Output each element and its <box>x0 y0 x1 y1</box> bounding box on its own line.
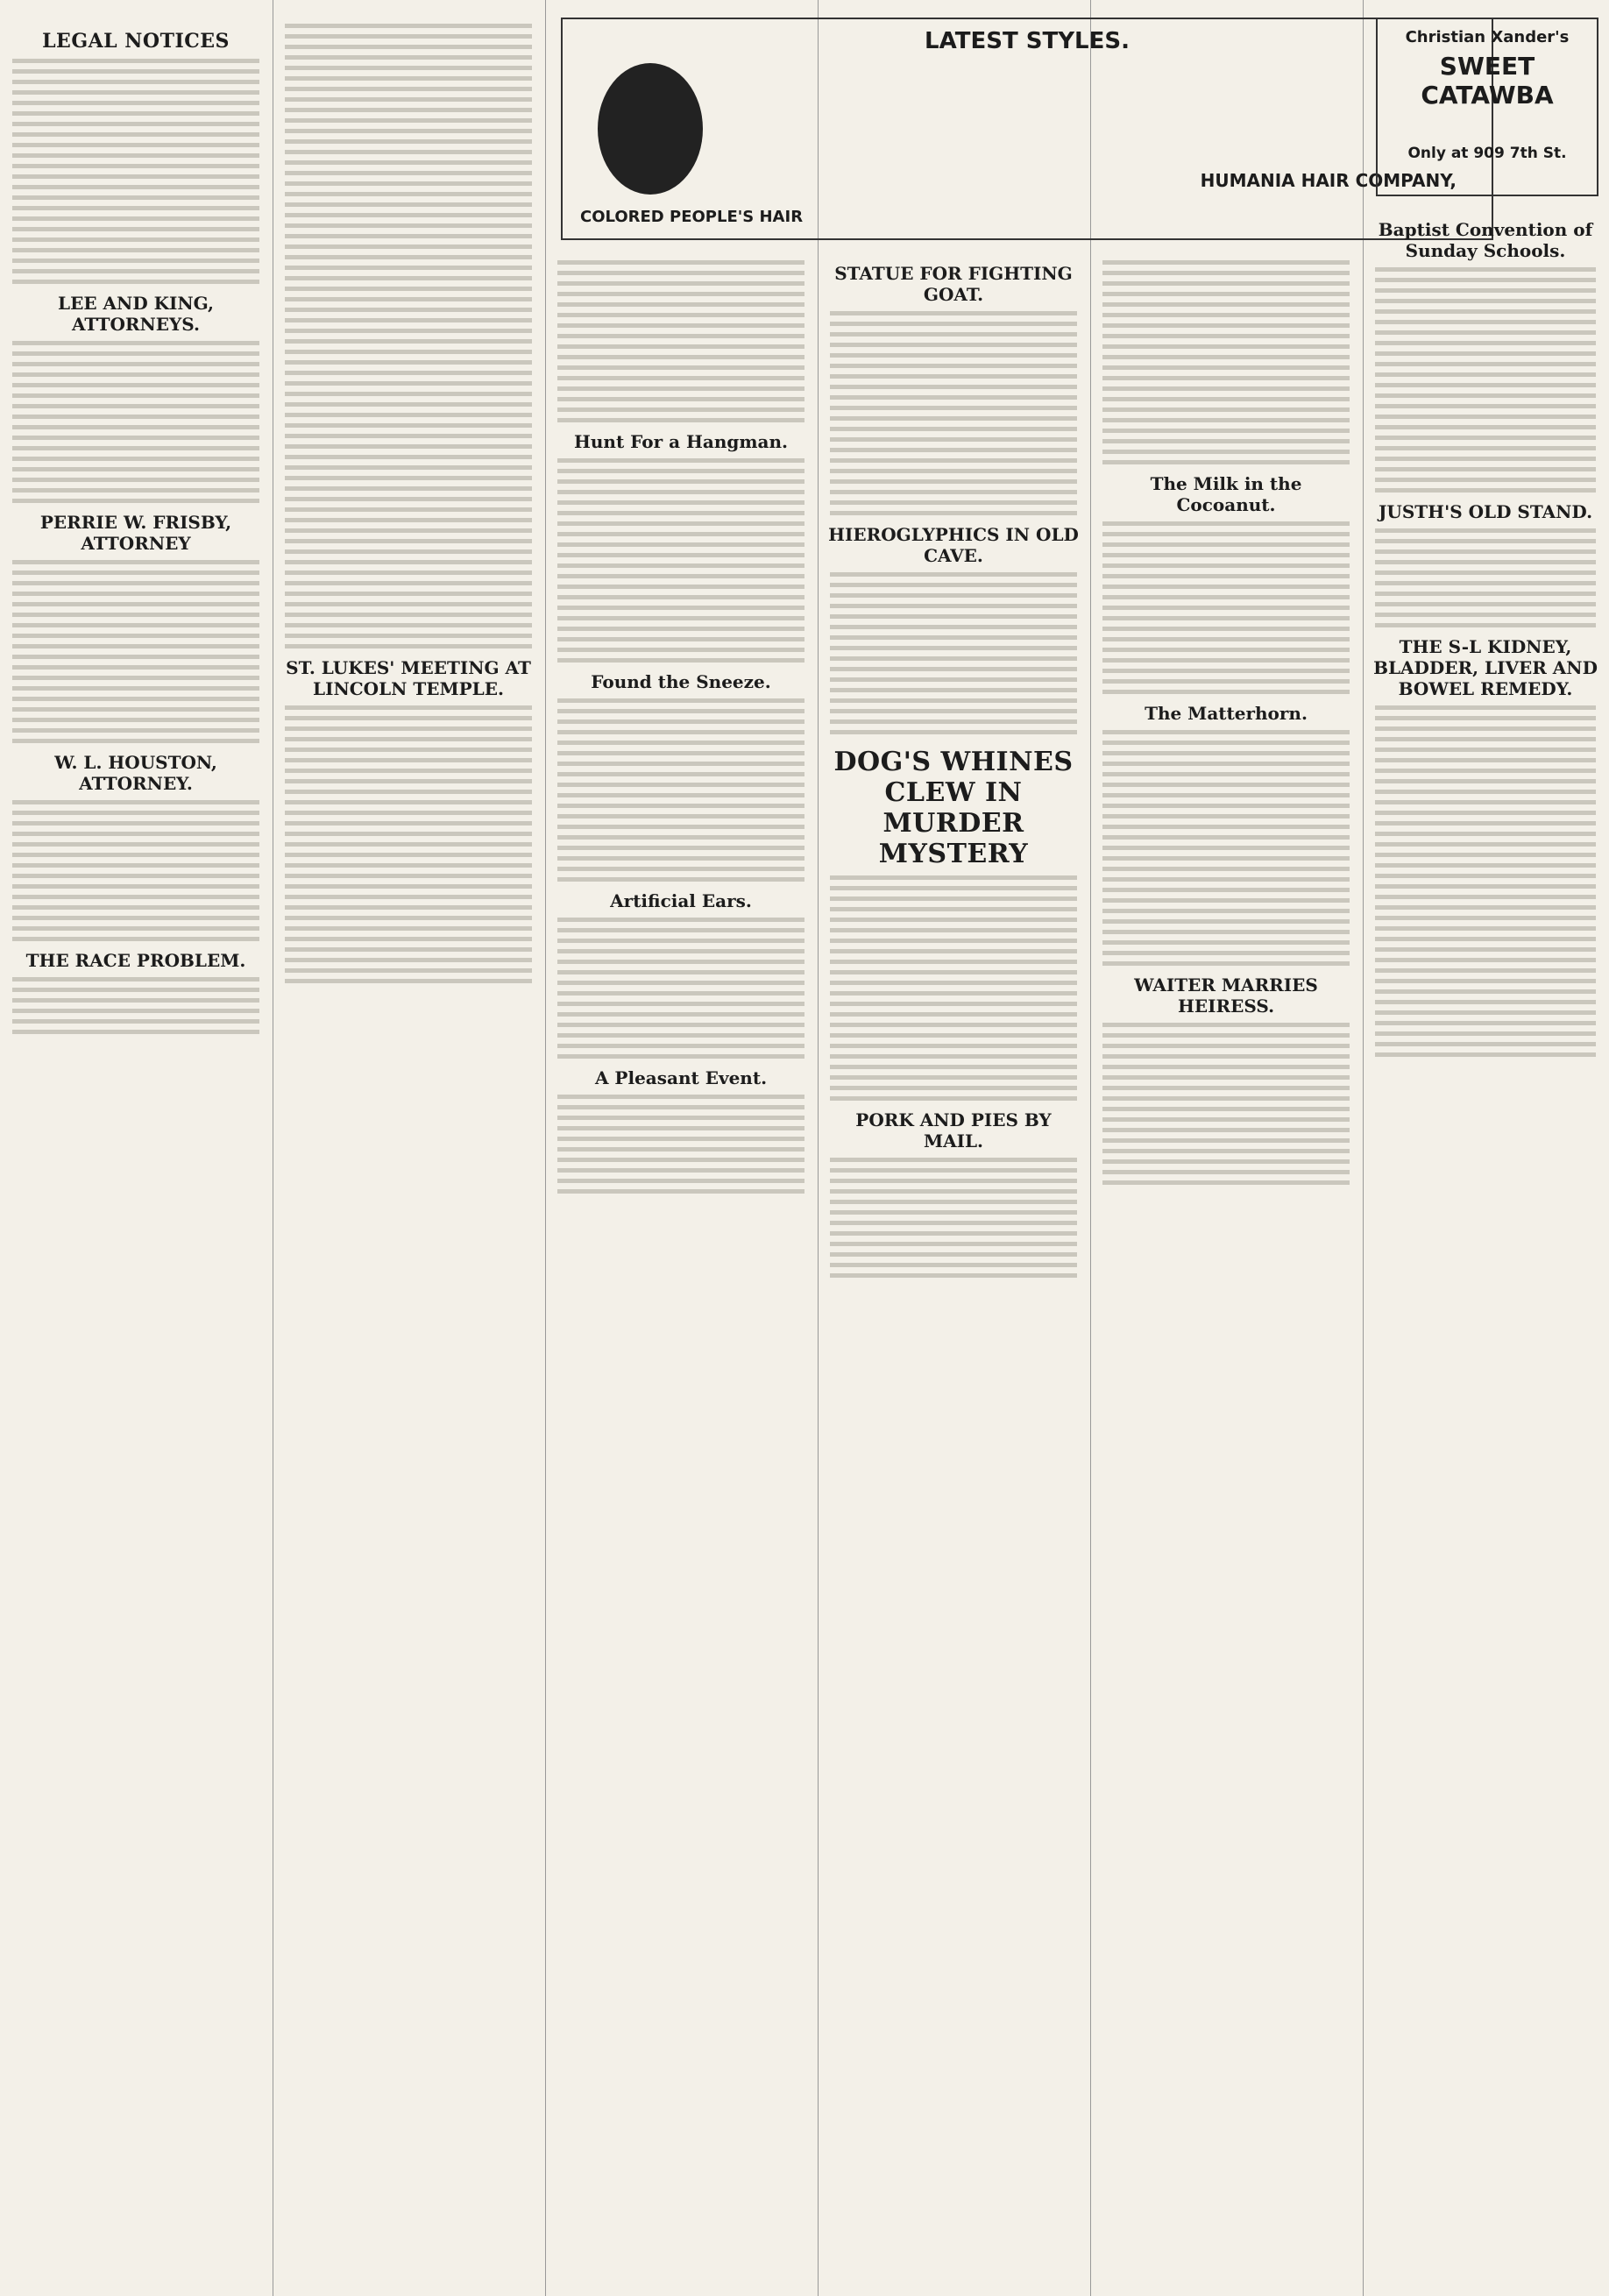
column-5 <box>1099 254 1353 2278</box>
text-lines <box>1372 267 1599 493</box>
text-lines <box>826 1158 1081 1278</box>
text-lines <box>554 918 808 1059</box>
text-lines <box>554 698 808 882</box>
text-lines <box>1372 705 1599 1057</box>
remedy-heading: THE S-L KIDNEY, BLADDER, LIVER AND BOWEL REMEDY. <box>1373 636 1598 699</box>
baptist-heading: Baptist Convention of Sunday Schools. <box>1378 219 1593 261</box>
column-rule <box>545 0 546 2296</box>
column-6 <box>1372 210 1599 2278</box>
ad-brand: Christian Xander's <box>1405 28 1570 46</box>
ad-caption: COLORED PEOPLE'S HAIR <box>580 208 804 226</box>
column-2 <box>281 18 535 2278</box>
pleasant-event-heading: A Pleasant Event. <box>594 1067 768 1088</box>
hangman-heading: Hunt For a Hangman. <box>573 431 789 452</box>
text-lines <box>1099 1023 1353 1185</box>
text-lines <box>1099 260 1353 464</box>
text-lines <box>281 705 535 983</box>
frisby-heading: PERRIE W. FRISBY, ATTORNEY <box>39 512 232 554</box>
artificial-ears-heading: Artificial Ears. <box>610 890 752 911</box>
cave-heading: HIEROGLYPHICS IN OLD CAVE. <box>828 524 1079 566</box>
column-1 <box>9 18 263 2278</box>
hair-advertisement <box>561 18 1493 240</box>
justh-heading: JUSTH'S OLD STAND. <box>1378 501 1593 522</box>
ad-tagline: Only at 909 7th St. <box>1407 145 1567 162</box>
lee-king-heading: LEE AND KING, ATTORNEYS. <box>58 293 214 335</box>
text-lines <box>9 977 263 1034</box>
race-problem-heading: THE RACE PROBLEM. <box>25 950 246 971</box>
text-lines <box>554 260 808 422</box>
text-lines <box>554 1095 808 1194</box>
column-4 <box>826 254 1081 2278</box>
st-lukes-heading: ST. LUKES' MEETING AT LINCOLN TEMPLE. <box>286 657 531 699</box>
column-3 <box>554 254 808 2278</box>
text-lines <box>1099 730 1353 966</box>
column-rule <box>818 0 819 2296</box>
cocoanut-heading: The Milk in the Cocoanut. <box>1150 473 1302 515</box>
text-lines <box>9 341 263 503</box>
legal-notices-heading: LEGAL NOTICES <box>42 30 230 53</box>
hair-illustration <box>598 63 703 195</box>
matterhorn-heading: The Matterhorn. <box>1145 703 1308 724</box>
text-lines <box>1099 521 1353 694</box>
text-lines <box>9 800 263 941</box>
pork-pies-heading: PORK AND PIES BY MAIL. <box>855 1109 1052 1152</box>
ad-title: LATEST STYLES. <box>925 28 1130 54</box>
text-lines <box>281 24 535 648</box>
sneeze-heading: Found the Sneeze. <box>591 671 771 692</box>
text-lines <box>9 560 263 743</box>
text-lines <box>826 311 1081 515</box>
text-lines <box>554 458 808 663</box>
text-lines <box>1372 528 1599 627</box>
goat-heading: STATUE FOR FIGHTING GOAT. <box>834 263 1073 305</box>
houston-heading: W. L. HOUSTON, ATTORNEY. <box>54 752 217 794</box>
text-lines <box>826 572 1081 734</box>
catawba-advertisement <box>1376 18 1598 196</box>
murder-mystery-heading: DOG'S WHINES CLEW IN MURDER MYSTERY <box>833 747 1074 869</box>
column-rule <box>1090 0 1091 2296</box>
text-lines <box>826 875 1081 1101</box>
column-rule <box>1363 0 1364 2296</box>
waiter-heiress-heading: WAITER MARRIES HEIRESS. <box>1134 974 1318 1017</box>
text-lines <box>9 59 263 284</box>
ad-company: HUMANIA HAIR COMPANY, <box>1200 170 1457 191</box>
ad-product: SWEET CATAWBA <box>1421 52 1554 110</box>
